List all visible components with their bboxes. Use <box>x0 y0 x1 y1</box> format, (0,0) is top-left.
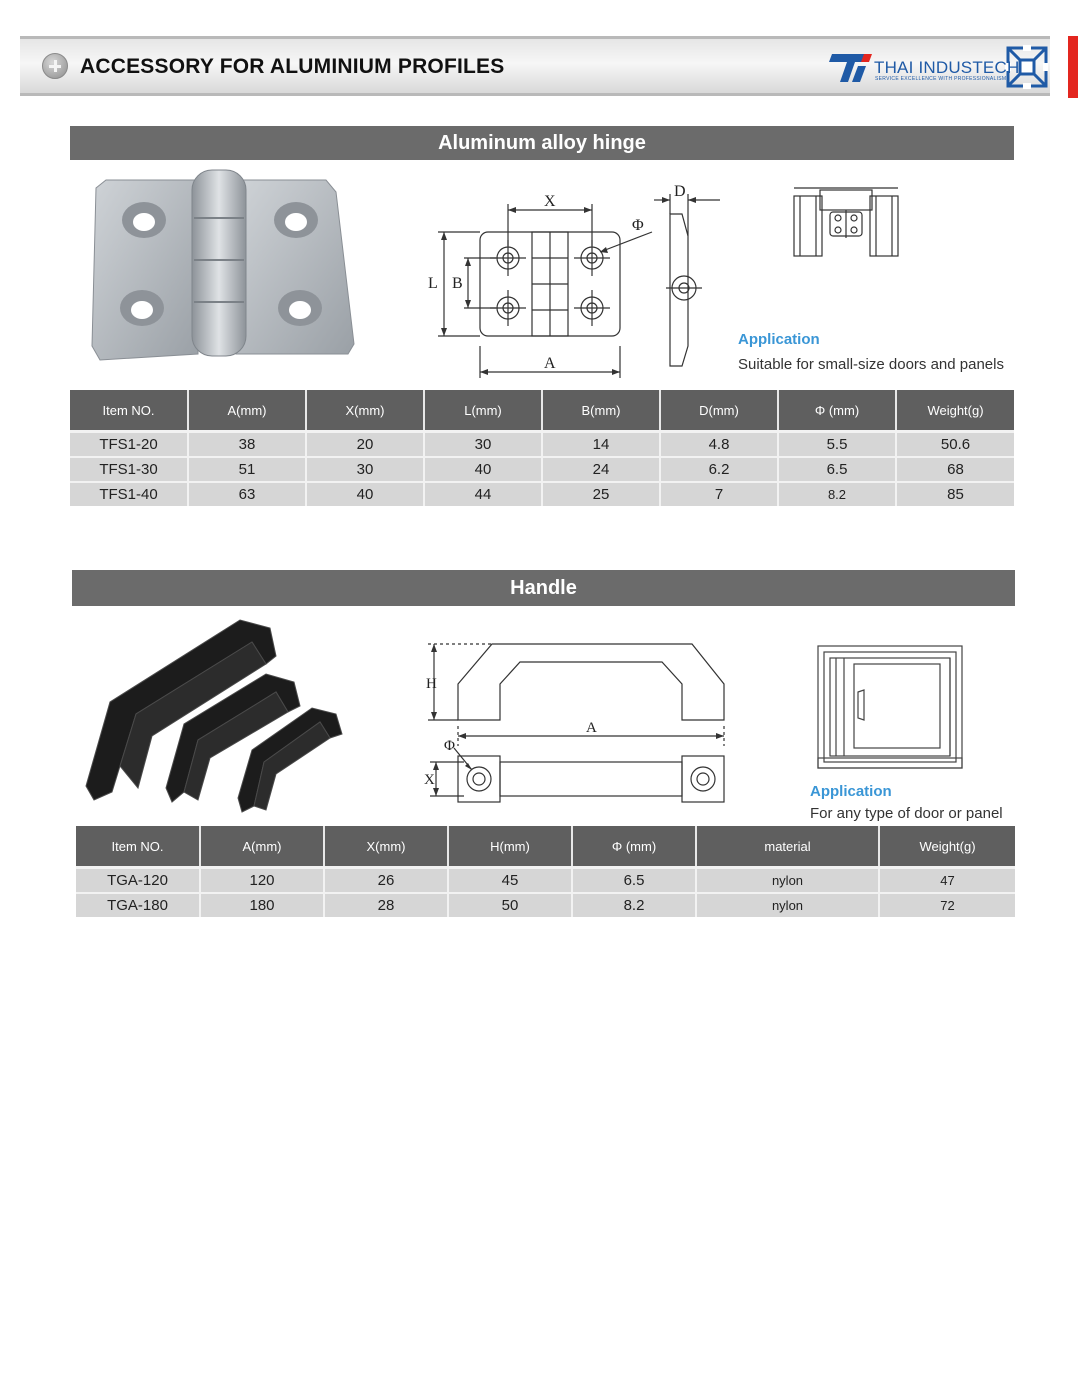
table-cell: 8.2 <box>778 482 896 506</box>
column-header: Φ (mm) <box>778 390 896 432</box>
table-cell: 63 <box>188 482 306 506</box>
hinge-dim-phi-label: Φ <box>632 217 644 234</box>
table-cell: 68 <box>896 457 1014 482</box>
column-header: material <box>696 826 879 868</box>
logo-tagline: SERVICE EXCELLENCE WITH PROFESSIONALISM <box>875 76 1007 82</box>
column-header: B(mm) <box>542 390 660 432</box>
table-cell: 5.5 <box>778 432 896 458</box>
column-header: A(mm) <box>188 390 306 432</box>
handle-spec-table <box>76 826 1015 917</box>
table-cell: 45 <box>448 868 572 894</box>
table-cell: 26 <box>324 868 448 894</box>
table-cell: TFS1-30 <box>70 457 188 482</box>
table-cell: 8.2 <box>572 893 696 917</box>
hinge-dim-a-label: A <box>544 355 556 372</box>
table-cell: 30 <box>306 457 424 482</box>
table-cell: 44 <box>424 482 542 506</box>
hinge-application-drawing <box>790 186 902 258</box>
table-cell: nylon <box>696 893 879 917</box>
table-cell: 6.5 <box>778 457 896 482</box>
table-row <box>70 482 1014 506</box>
table-cell: TFS1-40 <box>70 482 188 506</box>
table-cell: TGA-180 <box>76 893 200 917</box>
table-cell: TGA-120 <box>76 868 200 894</box>
table-cell: 85 <box>896 482 1014 506</box>
table-header-row <box>76 826 1015 868</box>
hinge-dim-l-label: L <box>428 275 438 292</box>
table-row <box>76 868 1015 894</box>
handle-dimension-drawing <box>424 636 734 810</box>
table-cell: 25 <box>542 482 660 506</box>
handle-dim-x-label: X <box>424 772 435 788</box>
column-header: A(mm) <box>200 826 324 868</box>
table-cell: 6.5 <box>572 868 696 894</box>
table-cell: 28 <box>324 893 448 917</box>
table-cell: 38 <box>188 432 306 458</box>
column-header: L(mm) <box>424 390 542 432</box>
handle-photo <box>80 616 350 816</box>
table-cell: 50 <box>448 893 572 917</box>
table-cell: 47 <box>879 868 1015 894</box>
table-cell: 7 <box>660 482 778 506</box>
hinge-spec-table <box>70 390 1014 506</box>
table-cell: 6.2 <box>660 457 778 482</box>
table-cell: TFS1-20 <box>70 432 188 458</box>
column-header: Φ (mm) <box>572 826 696 868</box>
handle-application-drawing <box>814 642 966 772</box>
table-cell: 30 <box>424 432 542 458</box>
red-edge-tab <box>1068 36 1078 98</box>
table-cell: 72 <box>879 893 1015 917</box>
table-row <box>76 893 1015 917</box>
hinge-application-text: Suitable for small-size doors and panels <box>738 356 1004 373</box>
handle-section-title: Handle <box>72 570 1015 606</box>
table-cell: 14 <box>542 432 660 458</box>
handle-dim-a-label: A <box>586 720 597 736</box>
column-header: H(mm) <box>448 826 572 868</box>
table-cell: 50.6 <box>896 432 1014 458</box>
table-cell: 40 <box>424 457 542 482</box>
hinge-dim-x-label: X <box>544 193 556 210</box>
column-header: Item NO. <box>70 390 188 432</box>
column-header: D(mm) <box>660 390 778 432</box>
table-cell: 24 <box>542 457 660 482</box>
table-cell: nylon <box>696 868 879 894</box>
hinge-photo <box>86 168 358 368</box>
logo-name: THAI INDUSTECH <box>874 58 1020 77</box>
table-row <box>70 457 1014 482</box>
handle-dim-phi-label: Φ <box>444 738 455 754</box>
hinge-application-title: Application <box>738 331 820 348</box>
handle-application-text: For any type of door or panel <box>810 805 1003 822</box>
handle-application-title: Application <box>810 783 892 800</box>
page-title: ACCESSORY FOR ALUMINIUM PROFILES <box>80 55 505 78</box>
table-header-row <box>70 390 1014 432</box>
column-header: Weight(g) <box>896 390 1014 432</box>
table-cell: 40 <box>306 482 424 506</box>
table-cell: 20 <box>306 432 424 458</box>
table-cell: 51 <box>188 457 306 482</box>
hinge-dim-d-label: D <box>674 183 686 200</box>
column-header: Item NO. <box>76 826 200 868</box>
hinge-section-title: Aluminum alloy hinge <box>70 126 1014 160</box>
hinge-dim-b-label: B <box>452 275 463 292</box>
column-header: X(mm) <box>324 826 448 868</box>
plus-circle-icon <box>42 53 68 79</box>
hinge-dimension-drawing <box>420 176 730 382</box>
table-cell: 180 <box>200 893 324 917</box>
column-header: Weight(g) <box>879 826 1015 868</box>
table-row <box>70 432 1014 458</box>
table-cell: 120 <box>200 868 324 894</box>
column-header: X(mm) <box>306 390 424 432</box>
handle-dim-h-label: H <box>426 676 437 692</box>
table-cell: 4.8 <box>660 432 778 458</box>
